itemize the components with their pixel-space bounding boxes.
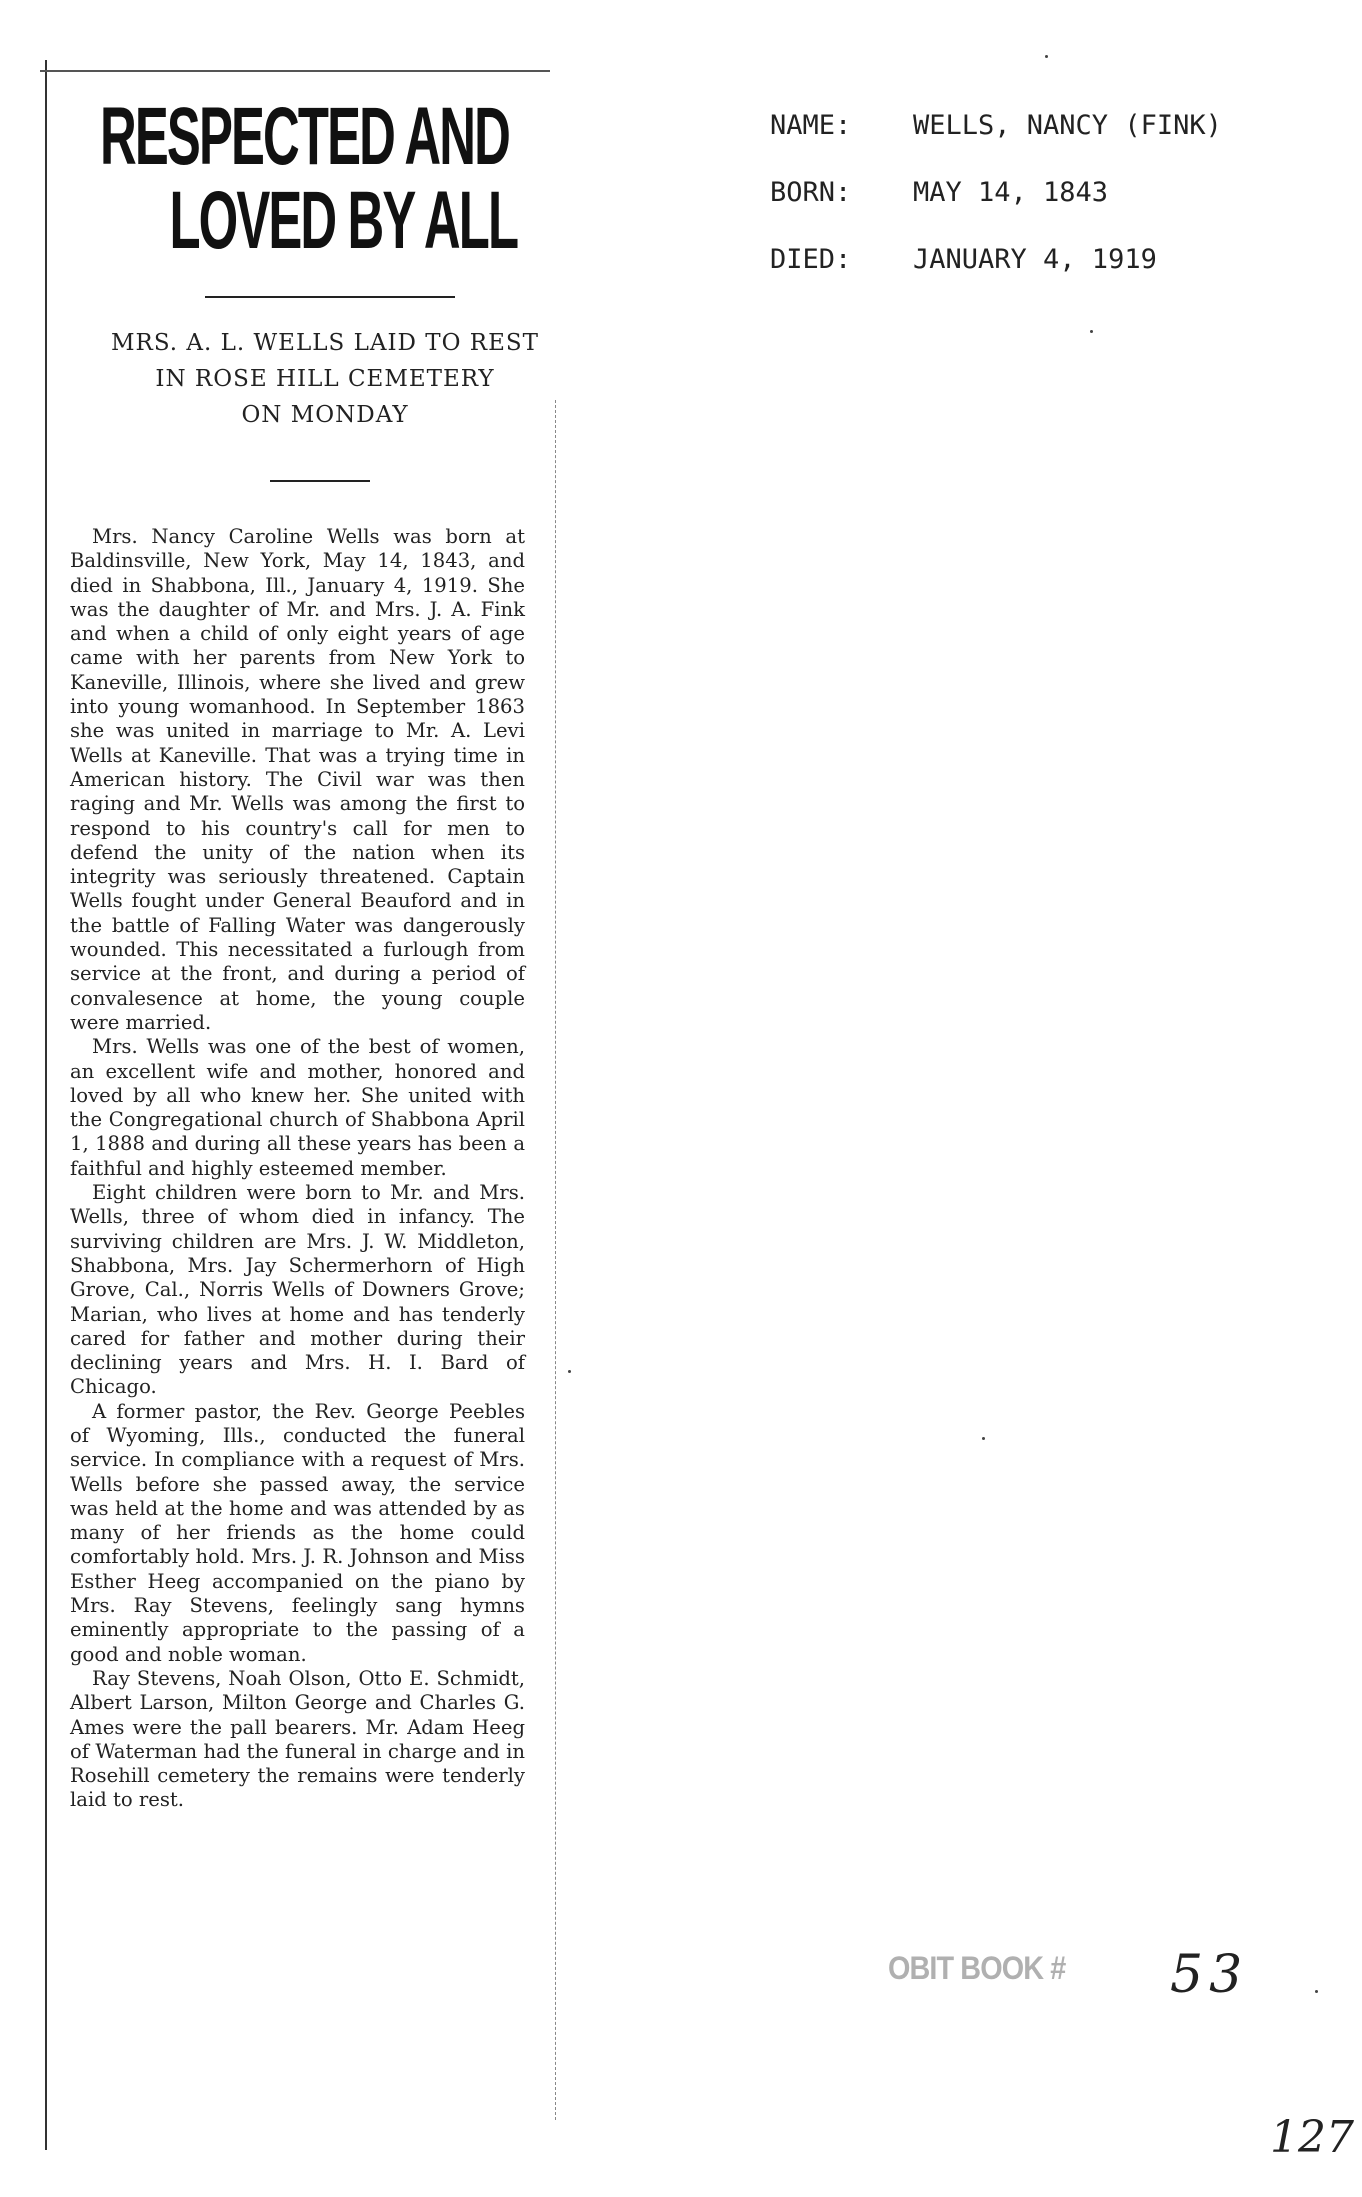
scan-speck [568,1370,571,1373]
paragraph-children: Eight children were born to Mr. and Mrs. Wells, three of whom died in infancy. The surviving children are Mrs. J. W. Middleton, Shabbona, Mrs. Jay Schermerhorn of High Grove, Cal., Norris Wells of Downers Grove; Marian, who lives at home and has tenderly cared for father and mother during their declining years and Mrs. H. I. Bard of Chicago. [70,1181,525,1399]
paragraph-pallbearers: Ray Stevens, Noah Olson, Otto E. Schmidt, Albert Larson, Milton George and Charles G. Ames were the pall bearers. Mr. Adam Heeg of Waterman had the funeral in charge and in Rosehill cemetery the remains were tenderly laid to rest. [70,1666,525,1812]
name-value: WELLS, NANCY (FINK) [913,110,1222,141]
obituary-body [70,525,525,1813]
born-row [770,177,1108,208]
obit-book-stamp: OBIT BOOK # [888,1950,1066,1986]
headline-line-2: LOVED BY ALL [169,175,518,266]
name-label: NAME: [770,110,852,141]
headline [100,91,518,266]
scan-speck [1090,330,1093,333]
headline-line-1: RESPECTED AND [100,91,509,182]
subhead-line-2: IN ROSE HILL CEMETERY [155,366,495,392]
paragraph-character: Mrs. Wells was one of the best of women, an excellent wife and mother, honored and loved by all who knew her. She united with the Congregational church of Shabbona April 1, 1888 and during all these years has been a faithful and highly esteemed member. [70,1035,525,1180]
clipping-right-edge [555,400,556,2120]
paragraph-funeral: A former pastor, the Rev. George Peebles of Wyoming, Ills., conducted the funeral service. In compliance with a request of Mrs. Wells before she passed away, the service was held at the home and was attended by as many of her friends as the home could comfortably hold. Mrs. J. R. Johnson and Miss Esther Heeg accompanied on the piano by Mrs. Ray Stevens, feelingly sang hymns eminently appropriate to the passing of a good and noble woman. [70,1399,525,1666]
paragraph-life: Mrs. Nancy Caroline Wells was born at Baldinsville, New York, May 14, 1843, and died in Shabbona, Ill., January 4, 1919. She was the daughter of Mr. and Mrs. J. A. Fink and when a child of only eight years of age came with her parents from New York to Kaneville, Illinois, where she lived and grew into young womanhood. In September 1863 she was united in marriage to Mr. A. Levi Wells at Kaneville. That was a trying time in American history. The Civil war was then raging and Mr. Wells was among the first to respond to his country's call for men to defend the unity of the nation when its integrity was seriously threatened. Captain Wells fought under General Beauford and in the battle of Falling Water was dangerously wounded. This necessitated a furlough from service at the front, and during a period of convalesence at home, the young couple were married. [70,525,525,1034]
obit-book-number: 53 [1170,1945,1249,2005]
subhead-line-1: MRS. A. L. WELLS LAID TO REST [110,330,540,356]
died-row [770,244,1157,275]
name-row [770,110,1222,141]
subhead-line-3: ON MONDAY [241,402,409,428]
clipping-top-rule [40,70,550,72]
page-number: 127 [1270,2112,1354,2163]
subhead-divider [270,480,370,482]
died-label: DIED: [770,244,852,275]
headline-divider [205,296,455,298]
scan-speck [982,1437,985,1440]
born-label: BORN: [770,177,852,208]
died-value: JANUARY 4, 1919 [913,244,1157,275]
subheadline [95,325,555,433]
scan-speck [1315,1990,1318,1993]
scan-speck [1045,55,1048,58]
born-value: MAY 14, 1843 [913,177,1109,208]
